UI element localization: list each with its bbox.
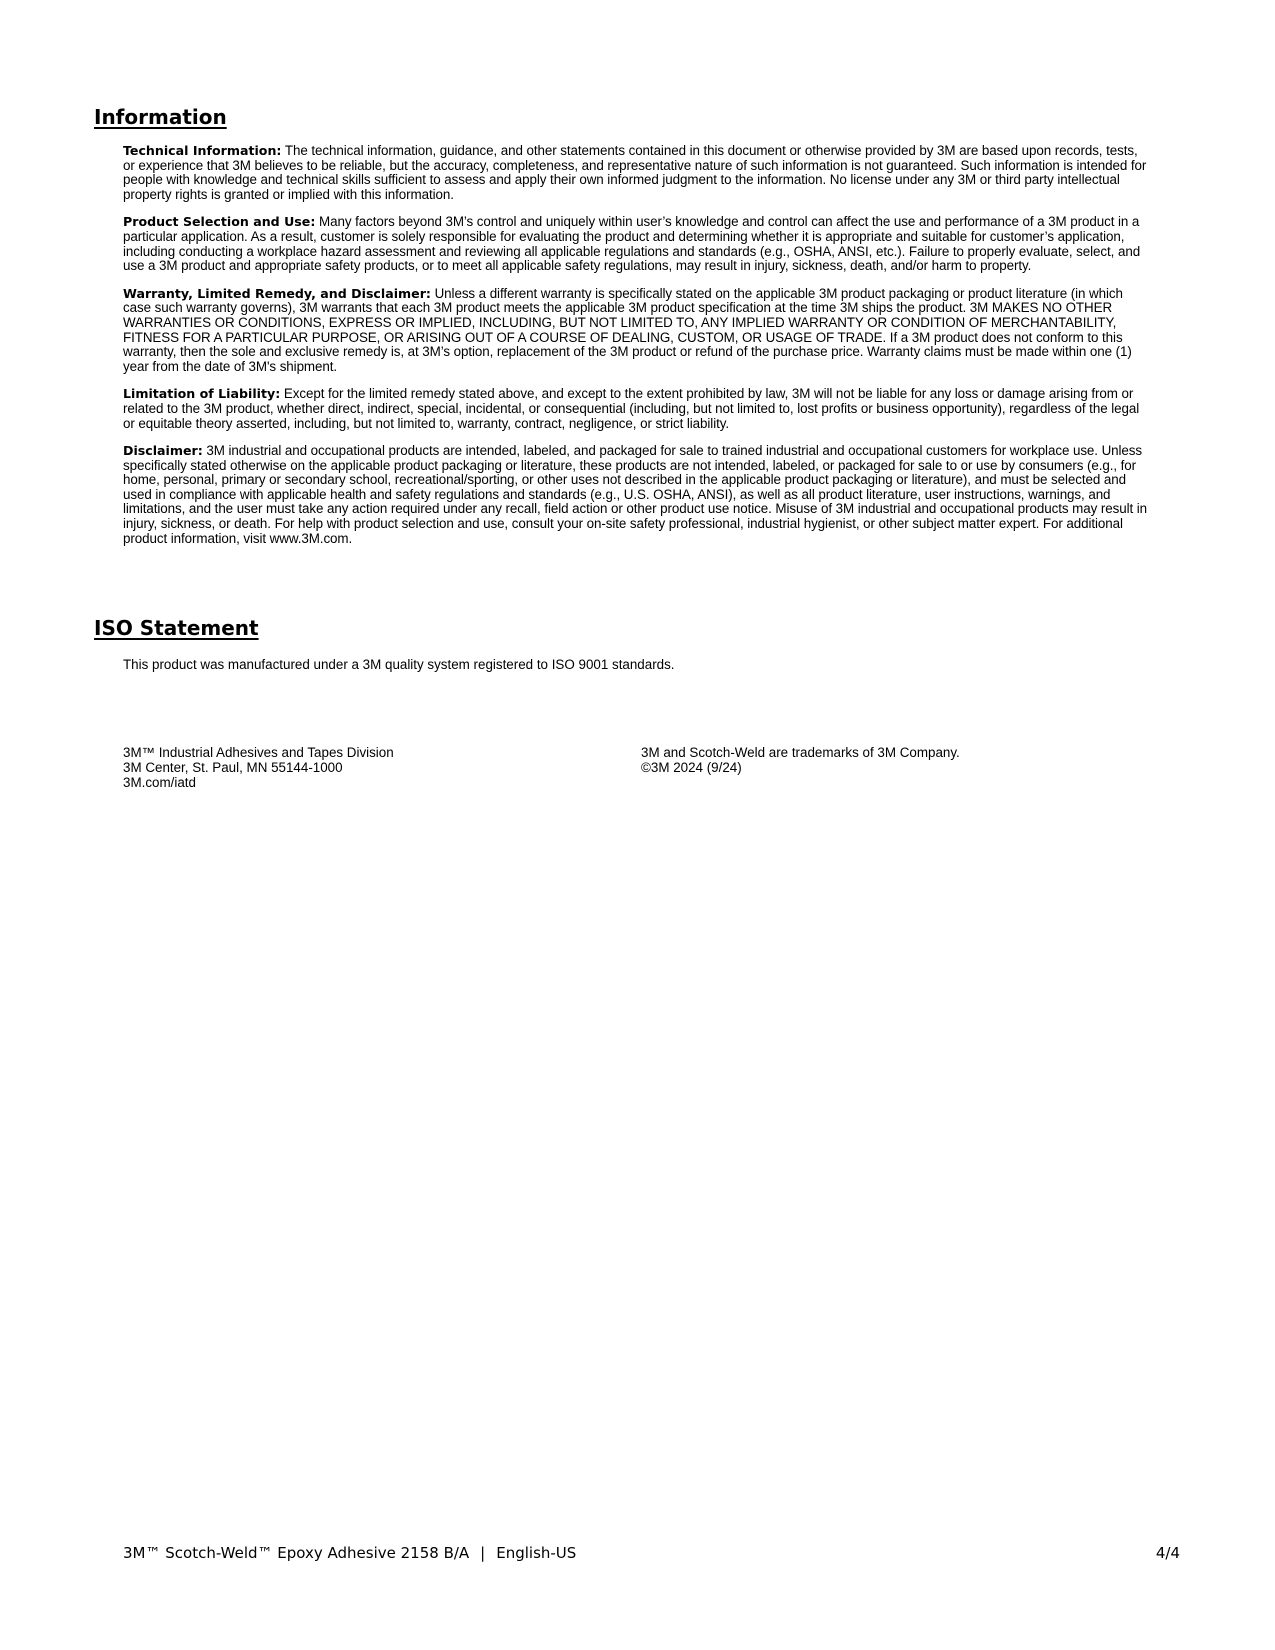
iso-statement-heading: ISO Statement: [94, 616, 259, 640]
technical-information-paragraph: [123, 144, 1148, 202]
iso-statement-text: This product was manufactured under a 3M quality system registered to ISO 9001 standards.: [123, 657, 675, 672]
trademark-notice: 3M and Scotch-Weld are trademarks of 3M Company.: [641, 745, 960, 760]
division-name: 3M™ Industrial Adhesives and Tapes Division: [123, 745, 394, 760]
paragraph-title: Disclaimer:: [123, 443, 203, 459]
footer-document-info: [123, 1543, 576, 1563]
paragraph-text: The technical information, guidance, and other statements contained in this document or otherwise provided by 3M are based upon records, tests, or experience that 3M believes to be reliable, but the accuracy, completeness, and representative nature of such information is not guaranteed. Such information is intended for people with knowledge and technical skills sufficient to assess and apply their own informed judgment to the information. No license under any 3M or third party intellectual property rights is granted or implied with this information.: [123, 143, 1147, 202]
paragraph-title: Technical Information:: [123, 143, 282, 158]
page-footer: [123, 1543, 1180, 1563]
footer-product-name: 3M™ Scotch-Weld™ Epoxy Adhesive 2158 B/A: [123, 1544, 470, 1562]
company-address-block: [123, 746, 394, 790]
disclaimer-paragraph: [123, 444, 1148, 546]
paragraph-title: Warranty, Limited Remedy, and Disclaimer:: [123, 285, 431, 301]
paragraph-text: Unless a different warranty is specifically stated on the applicable 3M product packaging or product literature (in which case such warranty governs), 3M warrants that each 3M product meets the applicable 3M product specification at the time 3M ships the product. 3M MAKES NO OTHER WARRANTIES OR CONDITIONS, EXPRESS OR IMPLIED, INCLUDING, BUT NOT LIMITED TO, ANY IMPLIED WARRANTY OR CONDITION OF MERCHANTABILITY, FITNESS FOR A PARTICULAR PURPOSE, OR ARISING OUT OF A COURSE OF DEALING, CUSTOM, OR USAGE OF TRADE. If a 3M product does not conform to this warranty, then the sole and exclusive remedy is, at 3M’s option, replacement of the 3M product or refund of the purchase price. Warranty claims must be made within one (1) year from the date of 3M's shipment.: [123, 285, 1132, 374]
paragraph-text: 3M industrial and occupational products are intended, labeled, and packaged for sale to trained industrial and occupational customers for workplace use. Unless specifically stated otherwise on the applicable product packaging or literature, these products are not intended, labeled, or packaged for sale to or use by consumers (e.g., for home, personal, primary or secondary school, recreational/sporting, or other uses not described in the applicable product packaging or literature), and must be selected and used in compliance with applicable health and safety regulations and standards (e.g., U.S. OSHA, ANSI), as well as all product literature, user instructions, warnings, and limitations, and the user must take any action required under any recall, field action or other product use notice. Misuse of 3M industrial and occupational products may result in injury, sickness, or death. For help with product selection and use, consult your on-site safety professional, industrial hygienist, or other subject matter expert. For additional product information, visit www.3M.com.: [123, 443, 1148, 546]
information-heading: Information: [94, 105, 227, 129]
warranty-paragraph: [123, 287, 1148, 375]
page-number: 4/4: [1155, 1544, 1180, 1562]
information-body: [123, 144, 1148, 559]
limitation-of-liability-paragraph: [123, 387, 1148, 431]
product-selection-paragraph: [123, 215, 1148, 273]
copyright-notice: ©3M 2024 (9/24): [641, 759, 742, 775]
company-website: 3M.com/iatd: [123, 774, 196, 790]
paragraph-title: Limitation of Liability:: [123, 386, 281, 402]
company-address: 3M Center, St. Paul, MN 55144-1000: [123, 759, 343, 775]
paragraph-text: Except for the limited remedy stated above, and except to the extent prohibited by law, 3M will not be liable for any loss or damage arising from or related to the 3M product, whether direct, indirect, special, incidental, or consequential (including, but not limited to, lost profits or business opportunity), regardless of the legal or equitable theory asserted, including, but not limited to, warranty, contract, negligence, or strict liability.: [123, 386, 1140, 431]
paragraph-text: Many factors beyond 3M’s control and uniquely within user’s knowledge and control can affect the use and performance of a 3M product in a particular application. As a result, customer is solely responsible for evaluating the product and determining whether it is appropriate and suitable for customer’s application, including conducting a workplace hazard assessment and reviewing all applicable regulations and standards (e.g., OSHA, ANSI, etc.). Failure to properly evaluate, select, and use a 3M product and appropriate safety products, or to meet all applicable safety regulations, may result in injury, sickness, death, and/or harm to property.: [123, 214, 1141, 274]
paragraph-title: Product Selection and Use:: [123, 214, 316, 230]
trademark-block: [641, 746, 960, 776]
footer-separator: |: [480, 1544, 486, 1562]
footer-language: English-US: [496, 1544, 577, 1562]
